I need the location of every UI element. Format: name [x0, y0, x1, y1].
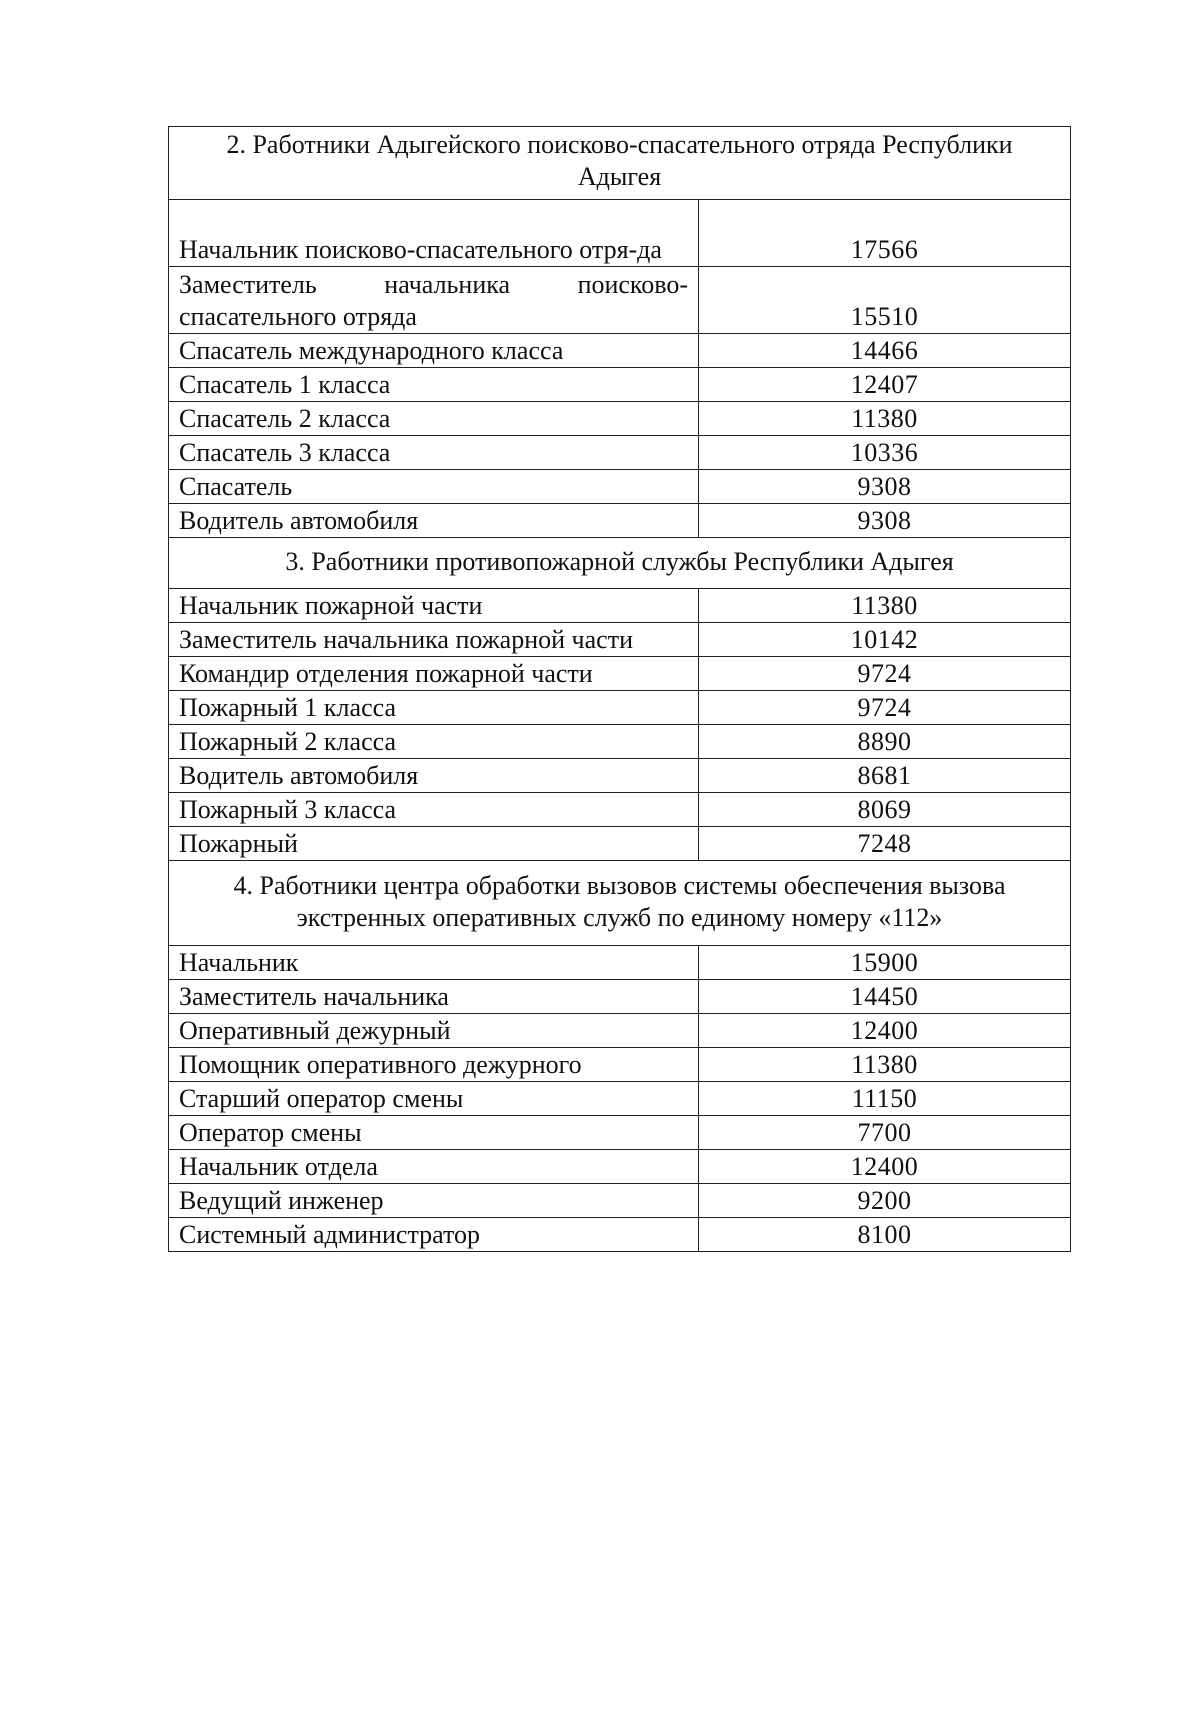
position-salary: 10336 [699, 436, 1071, 470]
position-name: Пожарный 3 класса [169, 793, 699, 827]
table-row [169, 267, 1071, 334]
table-row [169, 470, 1071, 504]
position-salary: 15510 [699, 267, 1071, 334]
position-salary: 9200 [699, 1184, 1071, 1218]
table-row [169, 657, 1071, 691]
table-row [169, 436, 1071, 470]
position-salary: 11380 [699, 589, 1071, 623]
position-salary: 15900 [699, 946, 1071, 980]
position-salary: 12400 [699, 1014, 1071, 1048]
salary-table [168, 126, 1071, 1252]
position-salary: 17566 [699, 200, 1071, 267]
position-name: Пожарный 1 класса [169, 691, 699, 725]
position-name: Ведущий инженер [169, 1184, 699, 1218]
table-row [169, 759, 1071, 793]
position-name: Спасатель 2 класса [169, 402, 699, 436]
table-row [169, 793, 1071, 827]
section-title: 3. Работники противопожарной службы Республики Адыгея [169, 538, 1071, 589]
position-name: Начальник пожарной части [169, 589, 699, 623]
table-row [169, 1048, 1071, 1082]
position-salary: 12400 [699, 1150, 1071, 1184]
table-row [169, 691, 1071, 725]
position-salary: 10142 [699, 623, 1071, 657]
position-salary: 9724 [699, 657, 1071, 691]
position-salary: 11380 [699, 1048, 1071, 1082]
position-salary: 14466 [699, 334, 1071, 368]
table-row [169, 1218, 1071, 1252]
position-salary: 8069 [699, 793, 1071, 827]
position-salary: 9308 [699, 504, 1071, 538]
section-title: 2. Работники Адыгейского поисково-спасательного отряда Республики Адыгея [169, 127, 1071, 200]
section-header-row [169, 538, 1071, 589]
position-name: Старший оператор смены [169, 1082, 699, 1116]
table-row [169, 334, 1071, 368]
position-name: Спасатель 3 класса [169, 436, 699, 470]
position-name: Начальник поисково-спасательного отря-да [169, 200, 699, 267]
position-name: Пожарный [169, 827, 699, 861]
position-salary: 7248 [699, 827, 1071, 861]
position-name: Оператор смены [169, 1116, 699, 1150]
section-title: 4. Работники центра обработки вызовов системы обеспечения вызова экстренных оперативных служб по единому номеру «112» [169, 861, 1071, 946]
table-row [169, 368, 1071, 402]
table-row [169, 1116, 1071, 1150]
position-name: Заместитель начальника поисково-спасательного отряда [169, 267, 699, 334]
table-row [169, 1150, 1071, 1184]
position-name: Спасатель [169, 470, 699, 504]
position-salary: 7700 [699, 1116, 1071, 1150]
section-header-row [169, 861, 1071, 946]
position-name: Водитель автомобиля [169, 759, 699, 793]
table-row [169, 946, 1071, 980]
position-salary: 9724 [699, 691, 1071, 725]
table-row [169, 827, 1071, 861]
table-row [169, 980, 1071, 1014]
position-name: Заместитель начальника [169, 980, 699, 1014]
position-name: Пожарный 2 класса [169, 725, 699, 759]
table-row [169, 1082, 1071, 1116]
position-salary: 11150 [699, 1082, 1071, 1116]
position-name: Системный администратор [169, 1218, 699, 1252]
position-salary: 9308 [699, 470, 1071, 504]
position-name: Командир отделения пожарной части [169, 657, 699, 691]
position-salary: 8100 [699, 1218, 1071, 1252]
position-name: Оперативный дежурный [169, 1014, 699, 1048]
table-row [169, 402, 1071, 436]
position-name: Спасатель международного класса [169, 334, 699, 368]
table-row [169, 1014, 1071, 1048]
table-row [169, 623, 1071, 657]
position-salary: 12407 [699, 368, 1071, 402]
position-name: Водитель автомобиля [169, 504, 699, 538]
section-header-row [169, 127, 1071, 200]
position-salary: 8681 [699, 759, 1071, 793]
position-salary: 14450 [699, 980, 1071, 1014]
position-salary: 11380 [699, 402, 1071, 436]
position-name: Начальник [169, 946, 699, 980]
table-row [169, 589, 1071, 623]
table-row [169, 725, 1071, 759]
position-name: Помощник оперативного дежурного [169, 1048, 699, 1082]
position-name: Начальник отдела [169, 1150, 699, 1184]
table-row [169, 200, 1071, 267]
table-row [169, 1184, 1071, 1218]
position-name: Заместитель начальника пожарной части [169, 623, 699, 657]
position-salary: 8890 [699, 725, 1071, 759]
table-row [169, 504, 1071, 538]
position-name: Спасатель 1 класса [169, 368, 699, 402]
